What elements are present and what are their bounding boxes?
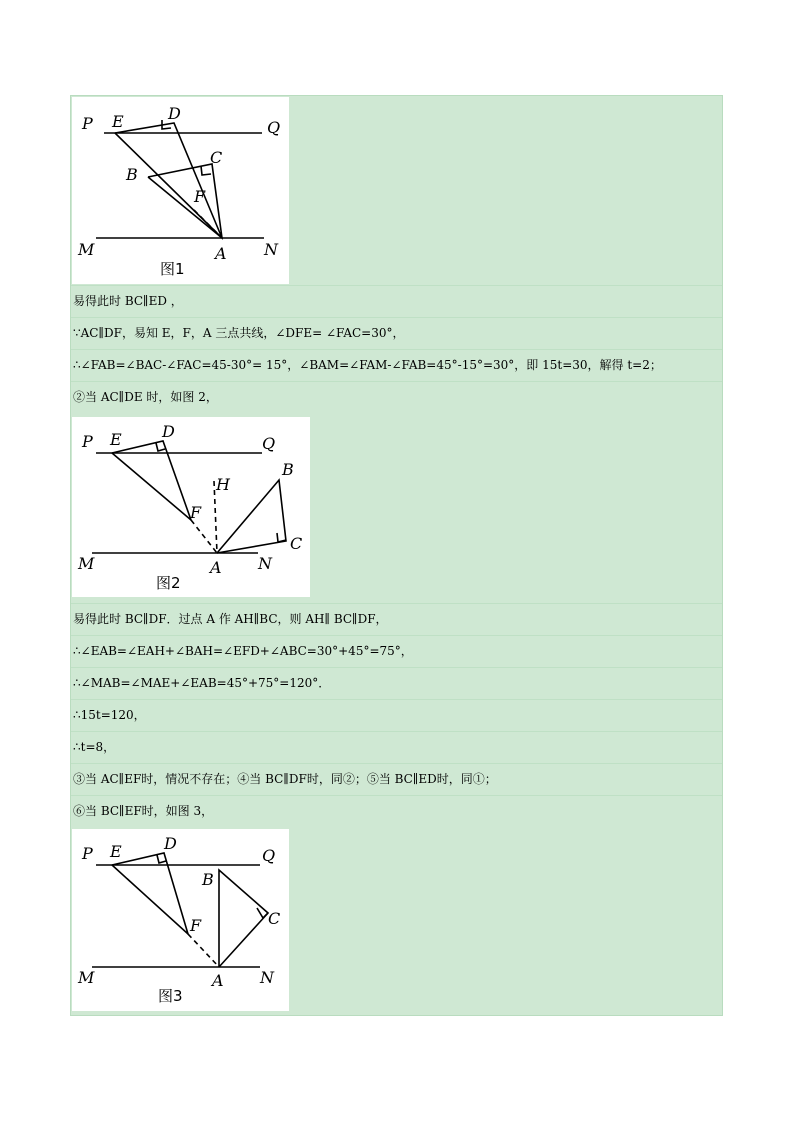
text-line: ∴15t=120，	[71, 699, 722, 731]
label-B: B	[126, 165, 138, 184]
label-F: F	[194, 187, 206, 206]
label-B: B	[282, 460, 294, 479]
label-A: A	[210, 558, 222, 577]
figure-3-caption: 图3	[158, 987, 183, 1005]
label-A: A	[215, 244, 227, 263]
label-E: E	[112, 112, 124, 131]
label-F: F	[190, 503, 202, 522]
text-line: ⑥当 BC∥EF时，如图 3，	[71, 795, 722, 827]
label-B: B	[202, 870, 214, 889]
label-N: N	[260, 968, 274, 987]
text-line: 易得此时 BC∥ED ，	[71, 285, 722, 317]
label-C: C	[210, 148, 223, 167]
text-line: 易得此时 BC∥DF．过点 A 作 AH∥BC，则 AH∥ BC∥DF，	[71, 603, 722, 635]
figure-3	[72, 829, 289, 1011]
label-A: A	[212, 971, 224, 990]
text-line: ∵AC∥DF，易知 E，F，A 三点共线，∠DFE= ∠FAC=30°，	[71, 317, 722, 349]
text-line: ③当 AC∥EF时，情况不存在；④当 BC∥DF时，同②；⑤当 BC∥ED时，同①；	[71, 763, 722, 795]
text-line: ∴t=8，	[71, 731, 722, 763]
text-line: ∴∠EAB=∠EAH+∠BAH=∠EFD+∠ABC=30°+45°=75°，	[71, 635, 722, 667]
label-M: M	[78, 554, 95, 573]
text-line: ②当 AC∥DE 时，如图 2，	[71, 381, 722, 413]
solution-panel	[70, 95, 723, 1016]
label-N: N	[264, 240, 278, 259]
label-D: D	[164, 834, 177, 853]
label-E: E	[110, 842, 122, 861]
label-H: H	[216, 475, 230, 494]
label-M: M	[78, 240, 95, 259]
label-C: C	[268, 909, 281, 928]
figure-2-caption: 图2	[156, 574, 181, 592]
label-Q: Q	[262, 846, 276, 865]
text-line: ∴∠MAB=∠MAE+∠EAB=45°+75°=120°．	[71, 667, 722, 699]
label-P: P	[82, 432, 93, 451]
label-D: D	[168, 104, 181, 123]
text-line: ∴∠FAB=∠BAC-∠FAC=45-30°= 15°，∠BAM=∠FAM-∠FAB=45°-15°=30°，即 15t=30，解得 t=2；	[71, 349, 722, 381]
figure-2	[72, 417, 310, 597]
label-M: M	[78, 968, 95, 987]
label-C: C	[290, 534, 303, 553]
label-Q: Q	[267, 118, 281, 137]
figure-1	[72, 97, 289, 284]
label-P: P	[82, 844, 93, 863]
label-E: E	[110, 430, 122, 449]
label-N: N	[258, 554, 272, 573]
label-P: P	[82, 114, 93, 133]
label-Q: Q	[262, 434, 276, 453]
label-F: F	[190, 916, 202, 935]
figure-1-caption: 图1	[160, 260, 185, 278]
label-D: D	[162, 422, 175, 441]
